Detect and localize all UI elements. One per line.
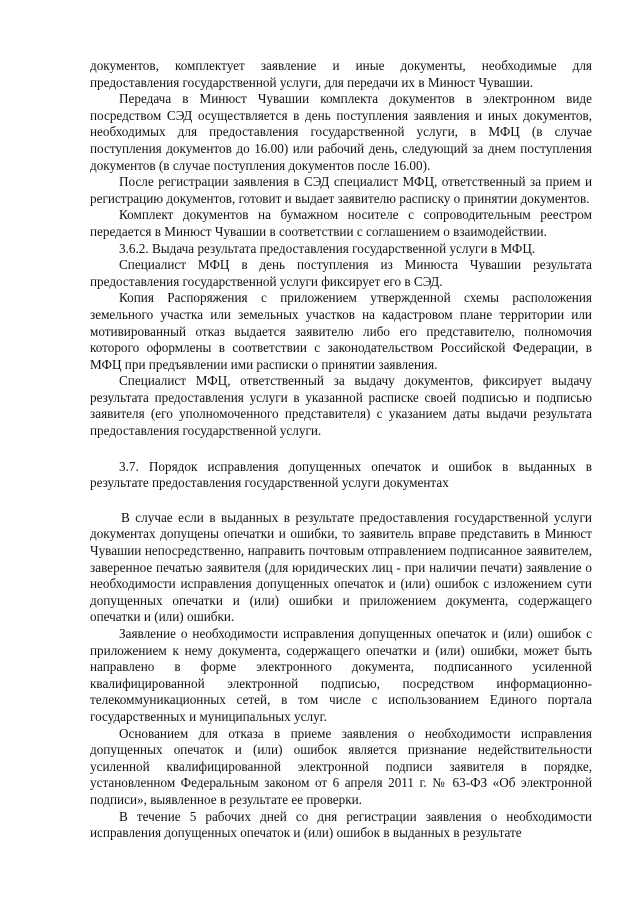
paragraph-refusal-grounds: Основанием для отказа в приеме заявления о необходимости исправления допущенных опечаток и (или) ошибок является признание недействительности усиленной квалифицированной электронной подписи заявителя в порядке, установленном Федеральным законом от 6 апреля 2011 г. № 63-ФЗ «Об электронной подписи», выявленное в результате ее проверки. <box>90 725 592 807</box>
paragraph-mfc-records-result: Специалист МФЦ в день поступления из Минюста Чувашии результата предоставления государственной услуги фиксирует его в СЭД. <box>90 257 592 289</box>
spacer <box>90 492 592 510</box>
paragraph-continuation: документов, комплектует заявление и иные документы, необходимые для предоставления государственной услуги, для передачи их в Минюст Чувашии. <box>90 58 592 90</box>
document-page <box>90 58 592 842</box>
section-heading-3-6-2: 3.6.2. Выдача результата предоставления государственной услуги в МФЦ. <box>119 240 536 256</box>
paragraph-paper-set: Комплект документов на бумажном носителе с сопроводительным реестром передается в Минюст Чувашии в соответствии с соглашением о взаимодействии. <box>90 207 592 239</box>
section-heading-3-7: 3.7. Порядок исправления допущенных опечаток и ошибок в выданных в результате предоставления государственной услуги документах <box>90 458 592 491</box>
paragraph-transfer-electronic: Передача в Минюст Чувашии комплекта документов в электронном виде посредством СЭД осуществляется в день поступления заявления и иных документов, необходимых для предоставления государственной услуги, в МФЦ (в случае поступления документов до 16.00) или рабочий день, следующий за днем поступления документов (в случае поступления документов после 16.00). <box>90 91 592 173</box>
spacer <box>90 440 592 459</box>
paragraph-copy-of-order: Копия Распоряжения с приложением утвержденной схемы расположения земельного участка или земельных участков на кадастровом плане территории или мотивированный отказ выдается заявителю либо его представителю, полномочия которого оформлены в соответствии с законодательством Российской Федерации, в МФЦ при предъявлении ими расписки о принятии заявления. <box>90 290 592 372</box>
paragraph-error-correction-request: В случае если в выданных в результате предоставления государственной услуги документах допущены опечатки и ошибки, то заявитель вправе представить в Минюст Чувашии непосредственно, направить почтовым отправлением подписанное заявителем, заверенное печатью заявителя (для юридических лиц - при наличии печати) заявление о необходимости исправления допущенных опечаток и (или) ошибок с изложением сути допущенных опечатки и (или) ошибки и приложением документа, содержащего опечатки и (или) ошибки. <box>90 509 592 625</box>
paragraph-issuance-record: Специалист МФЦ, ответственный за выдачу документов, фиксирует выдачу результата предоставления услуги в указанной расписке своей подписью и подписью заявителя (его уполномоченного представителя) с указанием даты выдачи результата предоставления государственной услуги. <box>90 373 592 439</box>
paragraph-five-days: В течение 5 рабочих дней со дня регистрации заявления о необходимости исправления допущенных опечаток и (или) ошибок в выданных в результате <box>90 808 592 841</box>
paragraph-registration-receipt: После регистрации заявления в СЭД специалист МФЦ, ответственный за прием и регистрацию документов, готовит и выдает заявителю расписку о принятии документов. <box>90 174 592 206</box>
paragraph-electronic-request: Заявление о необходимости исправления допущенных опечаток и (или) ошибок с приложением к нему документа, содержащего опечатки и (или) ошибки, может быть направлено в форме электронного документа, подписанного усиленной квалифицированной электронной подписью, посредством информационно-телекоммуникационных сетей, в том числе с использованием Единого портала государственных и муниципальных услуг. <box>90 626 592 724</box>
